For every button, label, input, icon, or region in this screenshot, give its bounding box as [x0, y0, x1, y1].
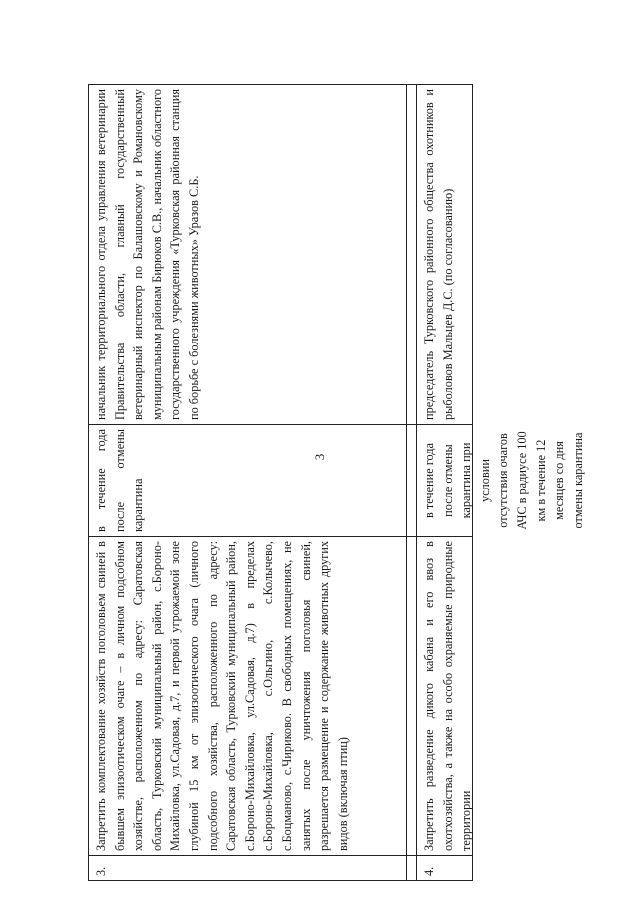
- responsible-cell: начальник территориального отдела управления ветеринарии Правительства области, главный государственный ветеринарный инспектор по Балашовскому и Романовскому муниципальным районам Бирюков С.В., начальник областного государственного учреждения «Турковская районная станция по борьбе с болезнями животных» Уразов С.Б.: [94, 89, 201, 420]
- measure-cell: Запретить разведение дикого кабана и его ввоз в охотхозяйства, а также на особо охраняемые природные территории: [422, 541, 474, 851]
- row-number-cell: 3.: [94, 866, 108, 876]
- page-number: 3: [312, 453, 327, 461]
- column-divider: [88, 880, 473, 881]
- term-cell: в течение года после отмены карантина: [94, 429, 146, 532]
- row-number-cell: 4.: [422, 866, 436, 876]
- responsible-cell: председатель Турковского районного общества охотников и рыболовов Мальцев Д.С. (по согласованию): [422, 89, 455, 420]
- measures-table: [88, 84, 585, 881]
- term-cell: в течение года после отмены карантина при условии отсутствия очагов АЧС в радиусе 100 км в течение 12 месяцев со дня отмены карантина: [422, 431, 585, 530]
- measure-cell: Запретить комплектование хозяйств поголовьем свиней в бывшем эпизоотическом очаге – в личном подсобном хозяйстве, расположенном по адресу: Саратовская область, Турковский муниципальный район, с.Бороно-Михайловка, ул.Садовая, д.7, и первой угрожаемой зоне глубиной 15 км от эпизоотического очага (личного подсобного хозяйства, расположенного по адресу: Саратовская область, Турковский муниципальный район, с.Бороно-Михайловка, ул.Садовая, д.7) в пределах с.Бороно-Михайловка, с.Ольгино, с.Колычево, с.Боцманово, с.Чириково. В свободных помещениях, не занятых после уничтожения поголовья свиней, разрешается размещение и содержание животных других видов (включая птиц): [94, 541, 350, 851]
- row-divider: [406, 84, 407, 881]
